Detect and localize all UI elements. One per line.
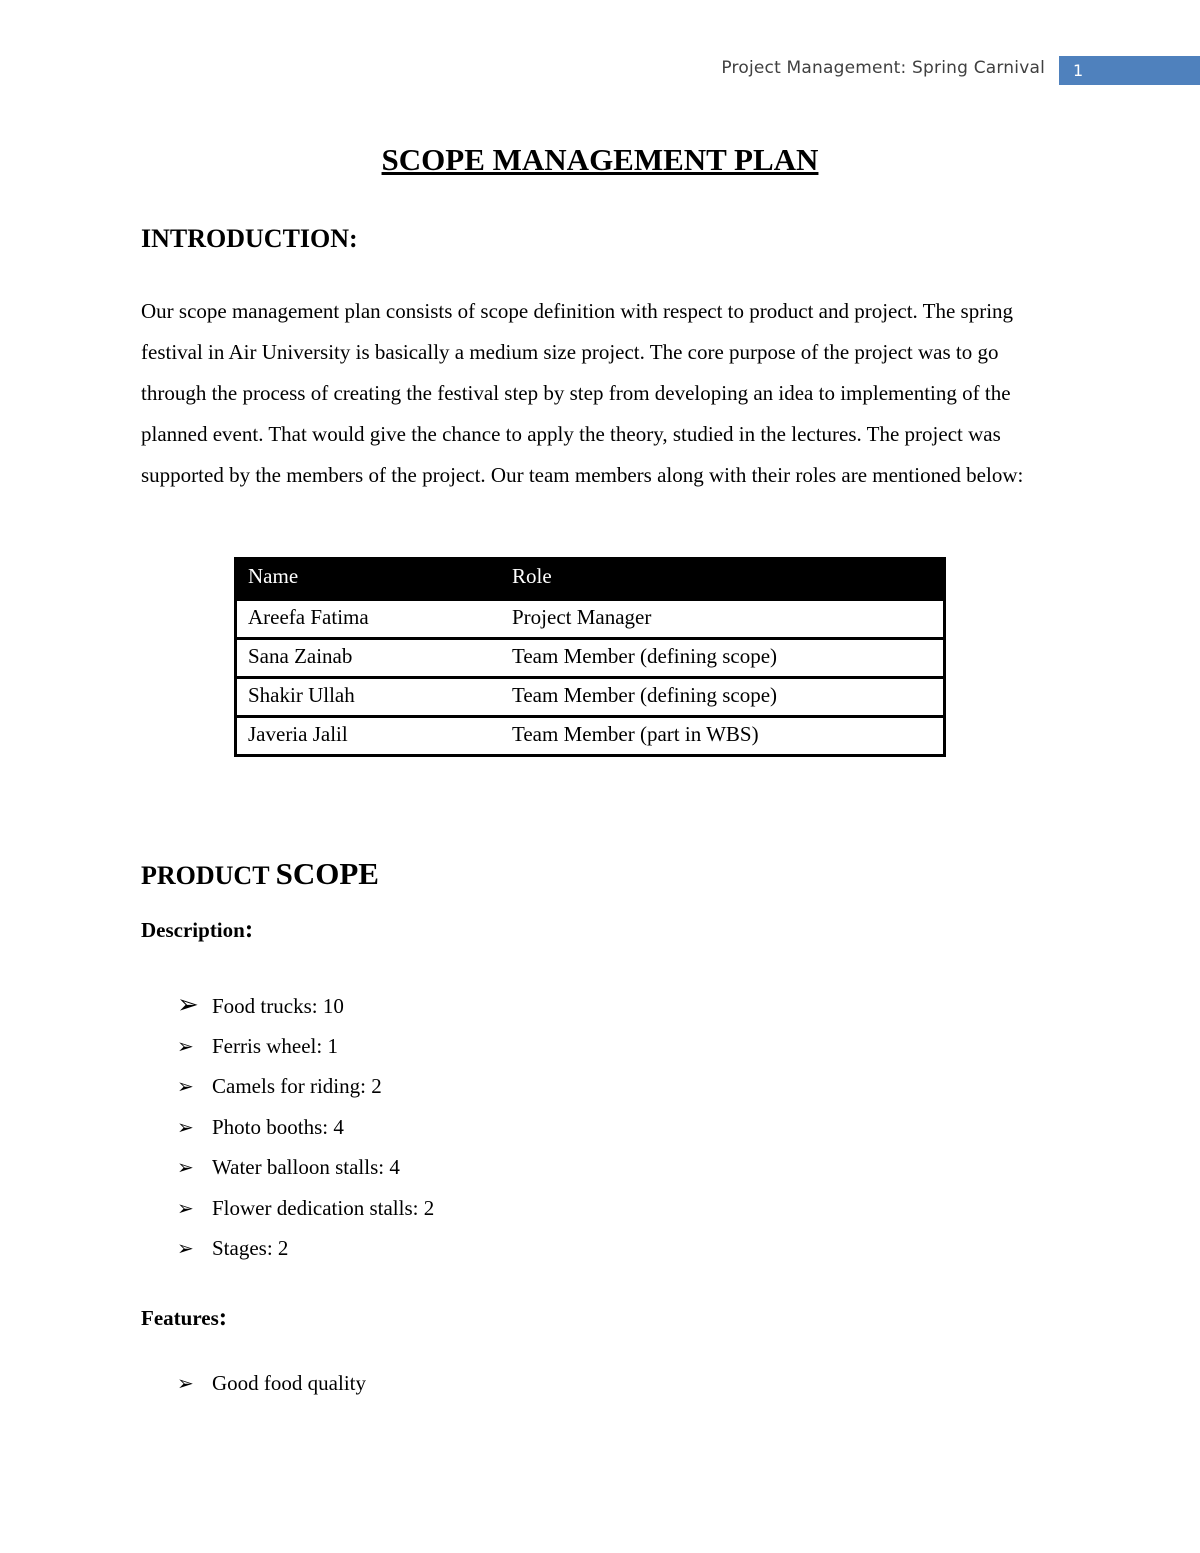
list-item-text: Photo booths: 4: [212, 1114, 344, 1139]
arrow-bullet-icon: ➢: [177, 1195, 194, 1220]
product-scope-heading-part1: PRODUCT: [141, 861, 270, 890]
description-heading: [141, 916, 253, 944]
arrow-bullet-icon: ➢: [177, 1155, 194, 1179]
introduction-heading-text: INTRODUCTION: [141, 224, 350, 253]
team-roles-table: [234, 557, 946, 757]
list-item: [177, 1363, 366, 1404]
table-header-role: Role: [501, 559, 945, 600]
table-cell-role: Team Member (defining scope): [501, 678, 945, 717]
product-scope-heading-part2: SCOPE: [275, 856, 379, 891]
table-row: [236, 717, 945, 756]
list-item-text: Food trucks: 10: [212, 994, 344, 1018]
table-cell-name: Shakir Ullah: [236, 678, 502, 717]
table-cell-role: Team Member (part in WBS): [501, 717, 945, 756]
table-header-name: Name: [236, 559, 502, 600]
list-item: [177, 1228, 434, 1269]
list-item: [177, 1026, 434, 1067]
arrow-bullet-icon: ➢: [177, 1033, 194, 1058]
list-item-text: Stages: 2: [212, 1236, 289, 1260]
table-cell-name: Sana Zainab: [236, 639, 502, 678]
table-cell-role: Project Manager: [501, 600, 945, 639]
list-item-text: Good food quality: [212, 1371, 366, 1395]
arrow-bullet-icon: ➢: [177, 1236, 194, 1260]
list-item: [177, 985, 434, 1026]
features-list: [177, 1363, 366, 1404]
table-row: [236, 600, 945, 639]
list-item: [177, 1066, 434, 1107]
features-heading-colon: :: [218, 1304, 228, 1331]
arrow-bullet-icon: ➢: [177, 1114, 194, 1139]
table-cell-role: Team Member (defining scope): [501, 639, 945, 678]
document-title: SCOPE MANAGEMENT PLAN: [381, 142, 819, 177]
page-number-badge: 1: [1059, 56, 1200, 85]
features-heading: [141, 1304, 227, 1332]
table-cell-name: Javeria Jalil: [236, 717, 502, 756]
description-list: [177, 985, 434, 1269]
list-item: [177, 1188, 434, 1229]
features-heading-text: Features: [141, 1306, 219, 1330]
running-header-title: Project Management: Spring Carnival: [721, 58, 1045, 78]
list-item: [177, 1107, 434, 1148]
arrow-bullet-icon: ➢: [177, 990, 199, 1020]
list-item-text: Flower dedication stalls: 2: [212, 1195, 435, 1220]
table-row: [236, 639, 945, 678]
list-item-text: Water balloon stalls: 4: [212, 1155, 400, 1179]
description-heading-colon: :: [244, 916, 254, 943]
list-item-text: Ferris wheel: 1: [212, 1033, 338, 1058]
introduction-heading: [141, 224, 358, 254]
product-scope-heading: [141, 856, 379, 892]
table-header-row: [236, 559, 945, 600]
table-row: [236, 678, 945, 717]
introduction-heading-colon: :: [349, 224, 358, 253]
arrow-bullet-icon: ➢: [177, 1074, 194, 1098]
table-cell-name: Areefa Fatima: [236, 600, 502, 639]
list-item: [177, 1147, 434, 1188]
description-heading-text: Description: [141, 918, 245, 942]
arrow-bullet-icon: ➢: [177, 1371, 194, 1395]
introduction-paragraph: Our scope management plan consists of scope definition with respect to product and project. The spring festival in Air University is basically a medium size project. The core purpose of the project was to go through the process of creating the festival step by step from developing an idea to implementing of the planned event. That would give the chance to apply the theory, studied in the lectures. The project was supported by the members of the project. Our team members along with their roles are mentioned below:: [141, 299, 1024, 487]
list-item-text: Camels for riding: 2: [212, 1074, 382, 1098]
